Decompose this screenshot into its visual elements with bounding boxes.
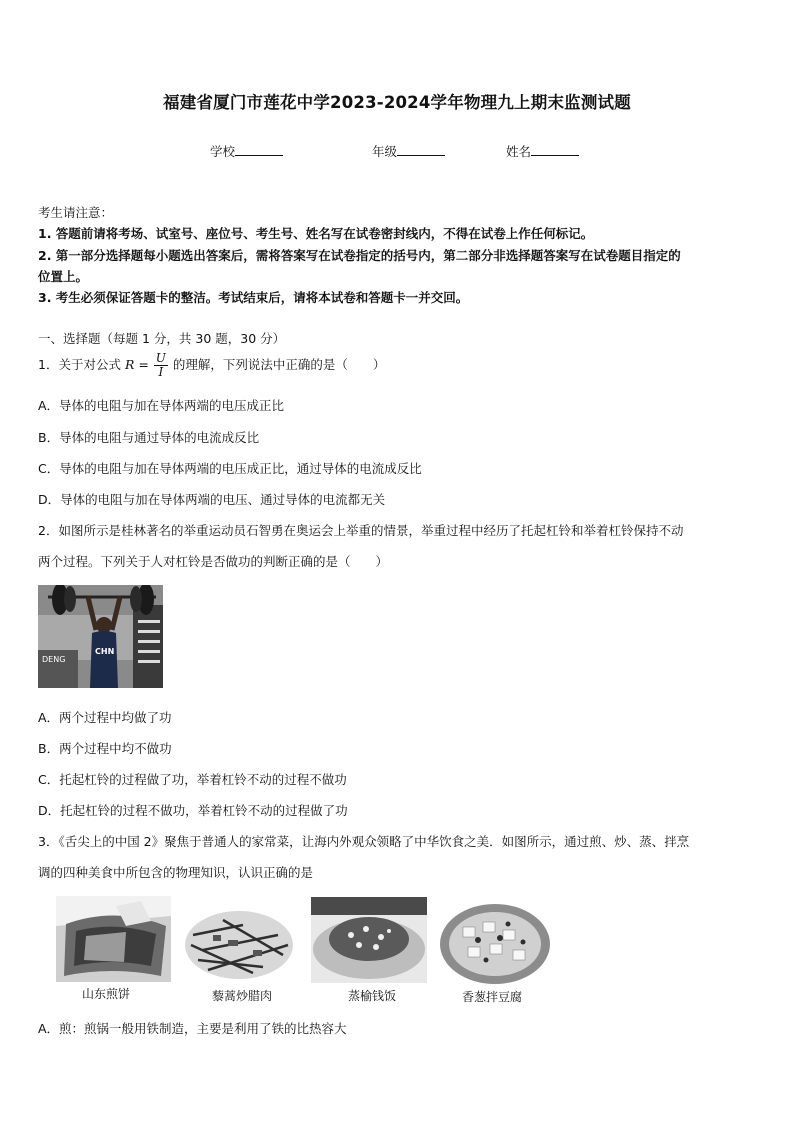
notice-item-2-cont: 位置上。	[38, 269, 89, 284]
jianbing-illustration	[56, 896, 171, 982]
section-heading: 一、选择题（每题 1 分，共 30 题，30 分）	[38, 331, 286, 346]
q3-option-a: A．煎：煎锅一般用铁制造，主要是利用了铁的比热容大	[38, 1021, 347, 1036]
q1-fraction-denominator: I	[158, 365, 164, 379]
q1-formula-lhs: R =	[124, 357, 149, 372]
stirfry-illustration	[183, 905, 296, 982]
weightlifter-illustration	[38, 585, 163, 688]
school-blank[interactable]	[235, 143, 283, 156]
q2-option-b: B．两个过程中均不做功	[38, 741, 172, 756]
name-field	[506, 142, 579, 160]
school-field	[210, 142, 283, 160]
rice-illustration	[311, 897, 427, 983]
tofu-illustration	[438, 902, 553, 986]
caption-stirfry: 藜蒿炒腊肉	[211, 989, 272, 1003]
caption-jianbing: 山东煎饼	[81, 987, 130, 1001]
q3-stem-line2: 调的四种美食中所包含的物理知识，认识正确的是	[38, 865, 314, 880]
q2-option-c: C．托起杠铃的过程做了功，举着杠铃不动的过程不做功	[38, 772, 347, 787]
question-1-stem	[38, 350, 385, 380]
q1-option-c: C．导体的电阻与加在导体两端的电压成正比，通过导体的电流成反比	[38, 461, 422, 476]
grade-label: 年级	[372, 144, 398, 159]
photo-sign-text: DENG	[42, 655, 66, 664]
food-photo-tofu	[438, 902, 553, 986]
name-label: 姓名	[506, 144, 532, 159]
q1-fraction-numerator: U	[155, 351, 166, 365]
q1-option-a: A．导体的电阻与加在导体两端的电压成正比	[38, 398, 285, 413]
grade-blank[interactable]	[397, 143, 445, 156]
q2-stem-line1: 2．如图所示是桂林著名的举重运动员石智勇在奥运会上举重的情景，举重过程中经历了托起杠铃和举着杠铃保持不动	[38, 523, 684, 538]
photo-jersey-text: CHN	[95, 647, 115, 656]
school-label: 学校	[210, 144, 236, 159]
notice-item-3: 3. 考生必须保证答题卡的整洁。考试结束后，请将本试卷和答题卡一并交回。	[38, 290, 469, 305]
q2-stem-line2: 两个过程。下列关于人对杠铃是否做功的判断正确的是（ ）	[38, 554, 389, 569]
q1-fraction	[154, 352, 168, 379]
name-blank[interactable]	[531, 143, 579, 156]
q2-option-d: D．托起杠铃的过程不做功，举着杠铃不动的过程做了功	[38, 803, 348, 818]
page-title: 福建省厦门市莲花中学2023-2024学年物理九上期末监测试题	[163, 93, 631, 112]
q1-option-d: D．导体的电阻与加在导体两端的电压、通过导体的电流都无关	[38, 492, 386, 507]
q1-suffix: 的理解，下列说法中正确的是（ ）	[172, 357, 386, 372]
grade-field	[372, 142, 445, 160]
q1-option-b: B．导体的电阻与通过导体的电流成反比	[38, 430, 260, 445]
food-photo-jianbing	[56, 896, 171, 982]
food-photo-stirfry	[183, 905, 296, 982]
q1-prefix: 1．关于对公式	[38, 357, 121, 372]
q2-option-a: A．两个过程中均做了功	[38, 710, 172, 725]
notice-item-2: 2. 第一部分选择题每小题选出答案后，需将答案写在试卷指定的括号内，第二部分非选择题答案写在试卷题目指定的	[38, 248, 681, 263]
caption-rice: 蒸榆钱饭	[347, 989, 396, 1003]
notice-item-1: 1. 答题前请将考场、试室号、座位号、考生号、姓名写在试卷密封线内，不得在试卷上作任何标记。	[38, 226, 594, 241]
weightlifter-photo	[38, 585, 163, 688]
q3-stem-line1: 3．《舌尖上的中国 2》聚焦于普通人的家常菜，让海内外观众领略了中华饮食之美．如图所示，通过煎、炒、蒸、拌烹	[38, 834, 690, 849]
food-photo-rice	[311, 897, 427, 983]
notice-heading: 考生请注意：	[38, 205, 114, 220]
caption-tofu: 香葱拌豆腐	[461, 990, 522, 1004]
